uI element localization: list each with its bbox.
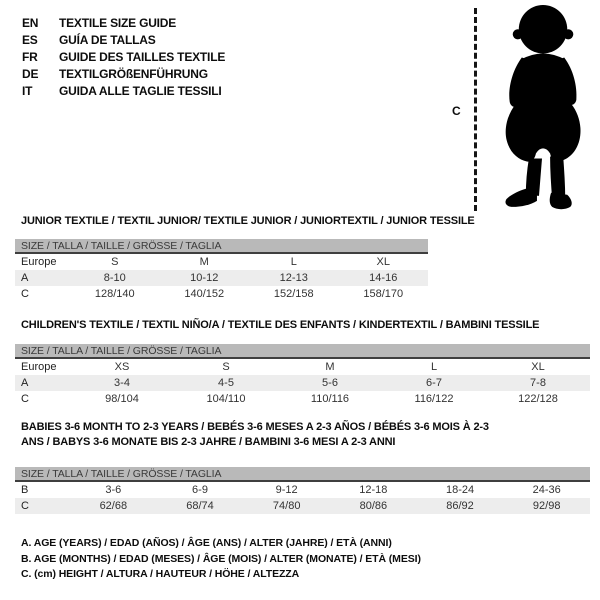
row-cell: L: [290, 256, 297, 268]
size-header-bar: SIZE / TALLA / TAILLE / GRÖSSE / TAGLIA: [15, 467, 590, 482]
row-cell: 128/140: [94, 288, 135, 300]
legend-note-b: B. AGE (MONTHS) / EDAD (MESES) / ÂGE (MOIS) / ALTER (MONATE) / ETÀ (MESI): [21, 552, 421, 565]
row-cell: 110/116: [310, 393, 350, 405]
row-cell: 104/110: [206, 393, 246, 405]
row-cell: 140/152: [184, 288, 225, 300]
language-row: [22, 15, 225, 32]
language-code: DE: [22, 67, 39, 81]
row-cell: 14-16: [369, 272, 398, 284]
row-cell: 122/128: [518, 393, 558, 405]
row-label: C: [21, 288, 29, 300]
height-dashed-line: [474, 8, 477, 211]
row-label: A: [21, 377, 29, 389]
row-label: B: [21, 484, 29, 496]
row-cell: M: [199, 256, 209, 268]
row-cell: 18-24: [445, 484, 475, 496]
language-title: GUÍA DE TALLAS: [59, 33, 156, 47]
row-cell: XL: [376, 256, 390, 268]
row-cell: 92/98: [532, 500, 561, 512]
row-label: C: [21, 393, 29, 405]
table-row: [15, 270, 428, 286]
language-code: FR: [22, 50, 38, 64]
language-title: TEXTILGRÖßENFÜHRUNG: [59, 67, 208, 81]
language-title: GUIDE DES TAILLES TEXTILE: [59, 50, 226, 64]
row-cell: 3-6: [105, 484, 122, 496]
row-cell: 68/74: [186, 500, 214, 512]
row-label: A: [21, 272, 29, 284]
row-cell: 12-18: [359, 484, 388, 496]
junior-textile-title: JUNIOR TEXTILE / TEXTIL JUNIOR/ TEXTILE JUNIOR / JUNIORTEXTIL / JUNIOR TESSILE: [21, 215, 475, 227]
table-row: [15, 254, 428, 270]
babies-textile-table: [15, 467, 590, 514]
row-cell: 12-13: [279, 272, 308, 284]
legend-notes: [21, 536, 421, 583]
table-rows: [15, 359, 590, 407]
row-label: C: [21, 500, 29, 512]
height-figure: [440, 0, 600, 222]
table-rows: [15, 482, 590, 514]
table-row: [15, 286, 428, 302]
row-cell: XS: [114, 361, 130, 373]
legend-note-a: A. AGE (YEARS) / EDAD (AÑOS) / ÂGE (ANS) / ALTER (JAHRE) / ETÀ (ANNI): [21, 537, 392, 549]
language-row: [22, 83, 225, 100]
row-cell: 158/170: [363, 288, 404, 300]
row-cell: L: [430, 361, 438, 373]
row-cell: 80/86: [359, 500, 388, 512]
row-cell: 62/68: [99, 500, 128, 512]
legend-note-c: C. (cm) HEIGHT / ALTURA / HAUTEUR / HÖHE / ALTEZZA: [21, 568, 300, 580]
row-cell: M: [325, 361, 335, 373]
size-header-bar: SIZE / TALLA / TAILLE / GRÖSSE / TAGLIA: [15, 344, 590, 359]
row-cell: 8-10: [103, 272, 126, 284]
language-row: [22, 49, 225, 66]
language-row: [22, 66, 225, 83]
row-cell: XL: [531, 361, 545, 373]
row-cell: 24-36: [532, 484, 561, 496]
table-row: [15, 359, 590, 375]
row-cell: 116/122: [414, 393, 454, 405]
row-cell: S: [222, 361, 230, 373]
babies-textile-title: BABIES 3-6 MONTH TO 2-3 YEARS / BEBÉS 3-6 MESES A 2-3 AÑOS / BÉBÉS 3-6 MOIS À 2-3 ANS / BABYS 3-6 MONATE BIS 2-3 JAHRE / BAMBINI 3-6 MESI A 2-3 ANNI: [21, 421, 489, 448]
row-cell: 7-8: [530, 377, 546, 389]
table-row: [15, 482, 590, 498]
size-header-bar: SIZE / TALLA / TAILLE / GRÖSSE / TAGLIA: [15, 239, 428, 254]
height-measure-label: C: [452, 104, 461, 118]
row-cell: S: [111, 256, 119, 268]
row-cell: 6-9: [192, 484, 208, 496]
row-cell: 74/80: [272, 500, 301, 512]
row-label: Europe: [21, 361, 57, 373]
language-code: ES: [22, 33, 38, 47]
language-title: TEXTILE SIZE GUIDE: [59, 16, 177, 30]
table-row: [15, 391, 590, 407]
language-title: GUIDA ALLE TAGLIE TESSILI: [59, 84, 222, 98]
row-cell: 152/158: [273, 288, 314, 300]
childrens-textile-table: [15, 344, 590, 407]
table-row: [15, 498, 590, 514]
row-cell: 86/92: [446, 500, 474, 512]
row-cell: 98/104: [105, 393, 139, 405]
row-cell: 6-7: [426, 377, 442, 389]
row-cell: 9-12: [275, 484, 298, 496]
language-row: [22, 32, 225, 49]
language-list: [22, 15, 225, 100]
table-row: [15, 375, 590, 391]
language-code: EN: [22, 16, 39, 30]
toddler-silhouette-icon: [486, 3, 596, 215]
row-cell: 4-5: [218, 377, 234, 389]
language-code: IT: [22, 84, 33, 98]
row-cell: 3-4: [114, 377, 130, 389]
row-cell: 5-6: [322, 377, 338, 389]
table-rows: [15, 254, 428, 302]
row-cell: 10-12: [190, 272, 219, 284]
childrens-textile-title: CHILDREN'S TEXTILE / TEXTIL NIÑO/A / TEXTILE DES ENFANTS / KINDERTEXTIL / BAMBINI TESSILE: [21, 319, 540, 331]
row-label: Europe: [21, 256, 57, 268]
junior-textile-table: [15, 239, 428, 302]
